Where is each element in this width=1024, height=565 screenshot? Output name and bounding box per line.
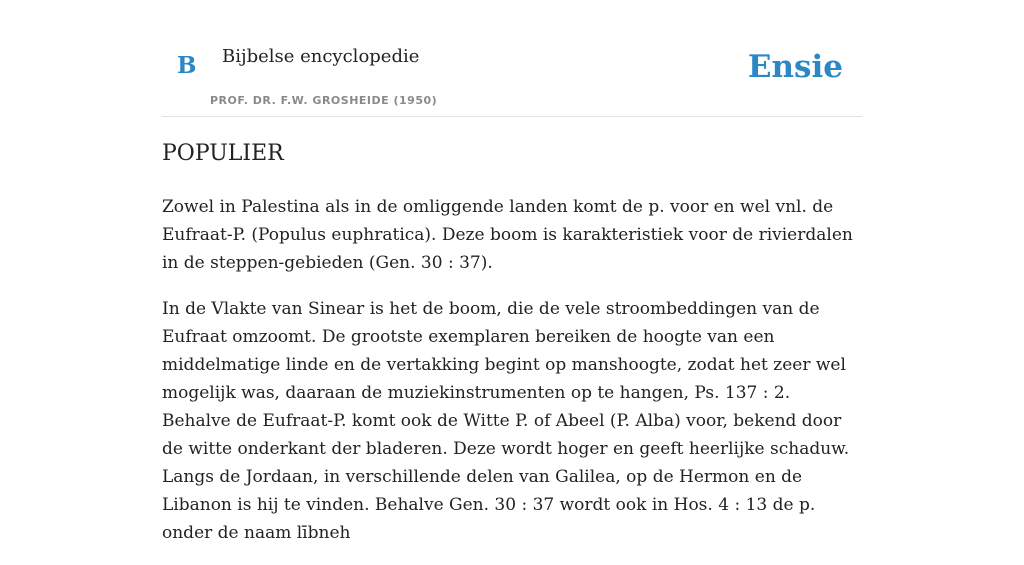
article-title: POPULIER [162,141,284,166]
article-paragraph: In de Vlakte van Sinear is het de boom, die de vele stroombeddingen van de Eufraat omzoomt. De grootste exemplaren bereiken de hoogte van een middelmatige linde en de vertakking begint op manshoogte, zodat het zeer wel mogelijk was, daaraan de muziekinstrumenten op te hangen, Ps. 137 : 2. Behalve de Eufraat-P. komt ook de Witte P. of Abeel (P. Alba) voor, bekend door de witte onderkant der bladeren. Deze wordt hoger en geeft heerlijke schaduw. Langs de Jordaan, in verschillende delen van Galilea, op de Hermon en de Libanon is hij te vinden. Behalve Gen. 30 : 37 wordt ook in Hos. 4 : 13 de p. onder de naam lībneh [162,298,850,543]
book-author: PROF. DR. F.W. GROSHEIDE (1950) [210,94,438,107]
article-paragraph: Zowel in Palestina als in de omliggende landen komt de p. voor en wel vnl. de Eufraat-P. (Populus euphratica). Deze boom is karakteristiek voor de rivierdalen in de steppen-gebieden (Gen. 30 : 37). [162,196,853,273]
book-title-link[interactable]: Bijbelse encyclopedie [222,46,420,67]
article [162,140,862,565]
brand-logo[interactable]: Ensie [747,49,843,85]
book-logo[interactable]: B [177,52,197,79]
header [162,0,862,117]
